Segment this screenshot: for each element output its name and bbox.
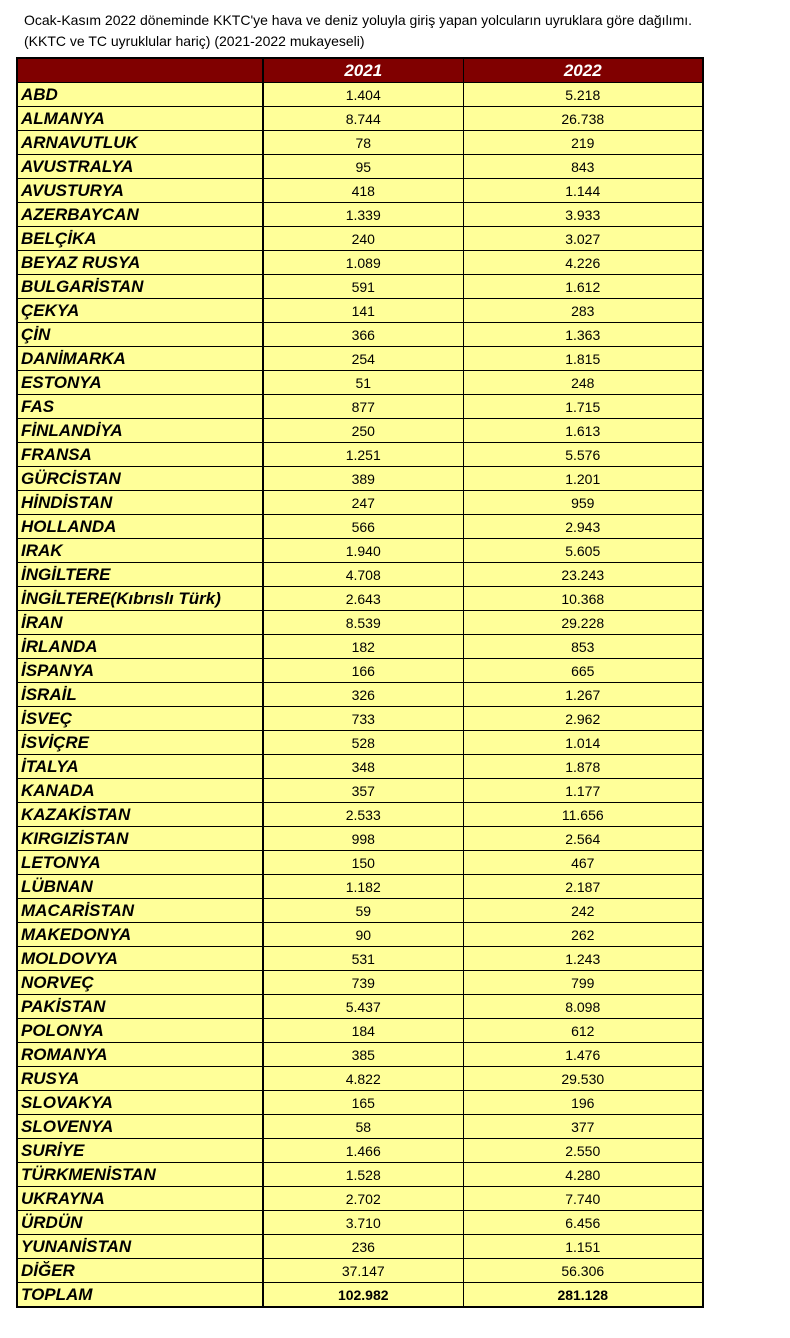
table-row <box>17 731 703 755</box>
value-2022-cell: 1.815 <box>463 347 703 371</box>
table-row <box>17 995 703 1019</box>
value-2022-cell: 853 <box>463 635 703 659</box>
country-cell: RUSYA <box>17 1067 263 1091</box>
table-row <box>17 827 703 851</box>
country-cell: HOLLANDA <box>17 515 263 539</box>
country-cell: HİNDİSTAN <box>17 491 263 515</box>
table-row <box>17 1091 703 1115</box>
value-2021-cell: 2.533 <box>263 803 463 827</box>
country-cell: KIRGIZİSTAN <box>17 827 263 851</box>
country-cell: İSVEÇ <box>17 707 263 731</box>
country-cell: LÜBNAN <box>17 875 263 899</box>
value-2021-cell: 102.982 <box>263 1283 463 1308</box>
value-2021-cell: 37.147 <box>263 1259 463 1283</box>
value-2021-cell: 236 <box>263 1235 463 1259</box>
table-row <box>17 635 703 659</box>
table-row <box>17 1187 703 1211</box>
country-cell: KANADA <box>17 779 263 803</box>
value-2022-cell: 6.456 <box>463 1211 703 1235</box>
value-2022-cell: 2.962 <box>463 707 703 731</box>
value-2022-cell: 467 <box>463 851 703 875</box>
value-2022-cell: 56.306 <box>463 1259 703 1283</box>
value-2022-cell: 2.943 <box>463 515 703 539</box>
value-2022-cell: 3.933 <box>463 203 703 227</box>
header-row <box>17 58 703 83</box>
value-2022-cell: 1.243 <box>463 947 703 971</box>
country-cell: MAKEDONYA <box>17 923 263 947</box>
value-2022-cell: 219 <box>463 131 703 155</box>
value-2021-cell: 385 <box>263 1043 463 1067</box>
value-2021-cell: 2.702 <box>263 1187 463 1211</box>
table-row <box>17 131 703 155</box>
value-2021-cell: 877 <box>263 395 463 419</box>
country-cell: YUNANİSTAN <box>17 1235 263 1259</box>
value-2022-cell: 612 <box>463 1019 703 1043</box>
country-cell: BEYAZ RUSYA <box>17 251 263 275</box>
country-cell: FİNLANDİYA <box>17 419 263 443</box>
value-2021-cell: 95 <box>263 155 463 179</box>
value-2022-cell: 1.715 <box>463 395 703 419</box>
value-2022-cell: 242 <box>463 899 703 923</box>
country-cell: İRLANDA <box>17 635 263 659</box>
table-row <box>17 371 703 395</box>
country-cell: DİĞER <box>17 1259 263 1283</box>
value-2021-cell: 998 <box>263 827 463 851</box>
value-2021-cell: 165 <box>263 1091 463 1115</box>
country-cell: GÜRCİSTAN <box>17 467 263 491</box>
table-row <box>17 203 703 227</box>
value-2022-cell: 1.476 <box>463 1043 703 1067</box>
value-2021-cell: 389 <box>263 467 463 491</box>
country-cell: SLOVENYA <box>17 1115 263 1139</box>
value-2022-cell: 1.612 <box>463 275 703 299</box>
table-row <box>17 491 703 515</box>
value-2021-cell: 366 <box>263 323 463 347</box>
country-cell: İTALYA <box>17 755 263 779</box>
table-row <box>17 875 703 899</box>
table-row <box>17 323 703 347</box>
table-row <box>17 803 703 827</box>
country-cell: ÇEKYA <box>17 299 263 323</box>
value-2022-cell: 5.576 <box>463 443 703 467</box>
header-cell-country <box>17 58 263 83</box>
title-line-2: (KKTC ve TC uyruklular hariç) (2021-2022 mukayeseli) <box>24 33 365 49</box>
table-row <box>17 1115 703 1139</box>
table-row <box>17 1259 703 1283</box>
table-row <box>17 83 703 107</box>
table-row <box>17 539 703 563</box>
table-row <box>17 515 703 539</box>
value-2022-cell: 26.738 <box>463 107 703 131</box>
value-2021-cell: 1.182 <box>263 875 463 899</box>
value-2021-cell: 5.437 <box>263 995 463 1019</box>
value-2021-cell: 59 <box>263 899 463 923</box>
title-line-1: Ocak-Kasım 2022 döneminde KKTC'ye hava ve deniz yoluyla giriş yapan yolcuların uyruklara göre dağılımı. <box>24 12 693 28</box>
value-2022-cell: 1.144 <box>463 179 703 203</box>
value-2021-cell: 78 <box>263 131 463 155</box>
country-cell: İSPANYA <box>17 659 263 683</box>
country-cell: TÜRKMENİSTAN <box>17 1163 263 1187</box>
value-2021-cell: 184 <box>263 1019 463 1043</box>
value-2021-cell: 90 <box>263 923 463 947</box>
value-2021-cell: 182 <box>263 635 463 659</box>
value-2021-cell: 1.528 <box>263 1163 463 1187</box>
value-2021-cell: 591 <box>263 275 463 299</box>
country-cell: NORVEÇ <box>17 971 263 995</box>
country-cell: IRAK <box>17 539 263 563</box>
country-cell: İRAN <box>17 611 263 635</box>
value-2022-cell: 2.550 <box>463 1139 703 1163</box>
value-2021-cell: 8.539 <box>263 611 463 635</box>
value-2021-cell: 566 <box>263 515 463 539</box>
country-cell: ALMANYA <box>17 107 263 131</box>
value-2022-cell: 3.027 <box>463 227 703 251</box>
value-2022-cell: 248 <box>463 371 703 395</box>
value-2021-cell: 141 <box>263 299 463 323</box>
value-2022-cell: 29.228 <box>463 611 703 635</box>
value-2021-cell: 51 <box>263 371 463 395</box>
table-row <box>17 707 703 731</box>
value-2022-cell: 5.218 <box>463 83 703 107</box>
value-2022-cell: 377 <box>463 1115 703 1139</box>
value-2022-cell: 1.363 <box>463 323 703 347</box>
value-2021-cell: 739 <box>263 971 463 995</box>
table-row <box>17 683 703 707</box>
country-cell: ROMANYA <box>17 1043 263 1067</box>
table-row <box>17 779 703 803</box>
value-2022-cell: 843 <box>463 155 703 179</box>
country-cell: FRANSA <box>17 443 263 467</box>
value-2021-cell: 3.710 <box>263 1211 463 1235</box>
value-2022-cell: 1.201 <box>463 467 703 491</box>
value-2022-cell: 8.098 <box>463 995 703 1019</box>
country-cell: İNGİLTERE(Kıbrıslı Türk) <box>17 587 263 611</box>
country-cell: İSVİÇRE <box>17 731 263 755</box>
value-2021-cell: 254 <box>263 347 463 371</box>
table-row <box>17 1163 703 1187</box>
table-row <box>17 1067 703 1091</box>
value-2021-cell: 247 <box>263 491 463 515</box>
country-cell: BELÇİKA <box>17 227 263 251</box>
table-row <box>17 155 703 179</box>
value-2021-cell: 528 <box>263 731 463 755</box>
table-row <box>17 1139 703 1163</box>
country-cell: SLOVAKYA <box>17 1091 263 1115</box>
header-cell-2022: 2022 <box>463 58 703 83</box>
value-2021-cell: 240 <box>263 227 463 251</box>
value-2022-cell: 665 <box>463 659 703 683</box>
value-2022-cell: 11.656 <box>463 803 703 827</box>
table-row <box>17 899 703 923</box>
value-2022-cell: 2.564 <box>463 827 703 851</box>
value-2022-cell: 262 <box>463 923 703 947</box>
table-row <box>17 1211 703 1235</box>
table-row <box>17 755 703 779</box>
value-2022-cell: 1.177 <box>463 779 703 803</box>
country-cell: DANİMARKA <box>17 347 263 371</box>
table-row <box>17 395 703 419</box>
country-cell: TOPLAM <box>17 1283 263 1308</box>
value-2021-cell: 250 <box>263 419 463 443</box>
country-cell: AVUSTRALYA <box>17 155 263 179</box>
table-row <box>17 347 703 371</box>
table-row <box>17 851 703 875</box>
value-2021-cell: 1.089 <box>263 251 463 275</box>
table-row <box>17 443 703 467</box>
table-row <box>17 1019 703 1043</box>
value-2021-cell: 150 <box>263 851 463 875</box>
value-2021-cell: 2.643 <box>263 587 463 611</box>
value-2022-cell: 2.187 <box>463 875 703 899</box>
country-cell: ÇİN <box>17 323 263 347</box>
country-cell: LETONYA <box>17 851 263 875</box>
value-2022-cell: 281.128 <box>463 1283 703 1308</box>
value-2022-cell: 1.267 <box>463 683 703 707</box>
total-row <box>17 1283 703 1308</box>
table-row <box>17 299 703 323</box>
country-cell: MACARİSTAN <box>17 899 263 923</box>
table-row <box>17 419 703 443</box>
value-2021-cell: 348 <box>263 755 463 779</box>
table-row <box>17 923 703 947</box>
country-cell: UKRAYNA <box>17 1187 263 1211</box>
value-2022-cell: 1.014 <box>463 731 703 755</box>
value-2022-cell: 5.605 <box>463 539 703 563</box>
table-row <box>17 227 703 251</box>
country-cell: İNGİLTERE <box>17 563 263 587</box>
table-row <box>17 563 703 587</box>
country-cell: ABD <box>17 83 263 107</box>
table-row <box>17 611 703 635</box>
table-row <box>17 659 703 683</box>
value-2021-cell: 733 <box>263 707 463 731</box>
country-cell: KAZAKİSTAN <box>17 803 263 827</box>
country-cell: MOLDOVYA <box>17 947 263 971</box>
value-2021-cell: 8.744 <box>263 107 463 131</box>
value-2022-cell: 23.243 <box>463 563 703 587</box>
table-row <box>17 467 703 491</box>
table-row <box>17 587 703 611</box>
table-row <box>17 971 703 995</box>
country-cell: AVUSTURYA <box>17 179 263 203</box>
value-2022-cell: 4.226 <box>463 251 703 275</box>
value-2022-cell: 10.368 <box>463 587 703 611</box>
value-2021-cell: 1.251 <box>263 443 463 467</box>
document-title <box>24 10 784 52</box>
value-2021-cell: 166 <box>263 659 463 683</box>
table-row <box>17 179 703 203</box>
country-cell: BULGARİSTAN <box>17 275 263 299</box>
country-cell: PAKİSTAN <box>17 995 263 1019</box>
value-2022-cell: 1.613 <box>463 419 703 443</box>
country-cell: İSRAİL <box>17 683 263 707</box>
table-row <box>17 107 703 131</box>
value-2022-cell: 196 <box>463 1091 703 1115</box>
country-cell: ESTONYA <box>17 371 263 395</box>
value-2022-cell: 1.878 <box>463 755 703 779</box>
table-row <box>17 947 703 971</box>
passenger-nationality-table <box>16 57 704 1308</box>
country-cell: AZERBAYCAN <box>17 203 263 227</box>
country-cell: POLONYA <box>17 1019 263 1043</box>
table-body <box>17 83 703 1308</box>
value-2021-cell: 1.940 <box>263 539 463 563</box>
value-2022-cell: 799 <box>463 971 703 995</box>
country-cell: FAS <box>17 395 263 419</box>
table-row <box>17 275 703 299</box>
value-2022-cell: 29.530 <box>463 1067 703 1091</box>
table-row <box>17 1235 703 1259</box>
header-cell-2021: 2021 <box>263 58 463 83</box>
value-2021-cell: 1.404 <box>263 83 463 107</box>
value-2021-cell: 1.466 <box>263 1139 463 1163</box>
value-2021-cell: 58 <box>263 1115 463 1139</box>
table-row <box>17 1043 703 1067</box>
value-2022-cell: 1.151 <box>463 1235 703 1259</box>
table-row <box>17 251 703 275</box>
value-2022-cell: 283 <box>463 299 703 323</box>
value-2022-cell: 959 <box>463 491 703 515</box>
value-2021-cell: 4.708 <box>263 563 463 587</box>
value-2021-cell: 357 <box>263 779 463 803</box>
value-2022-cell: 4.280 <box>463 1163 703 1187</box>
value-2021-cell: 4.822 <box>263 1067 463 1091</box>
value-2021-cell: 531 <box>263 947 463 971</box>
value-2021-cell: 326 <box>263 683 463 707</box>
country-cell: SURİYE <box>17 1139 263 1163</box>
value-2022-cell: 7.740 <box>463 1187 703 1211</box>
country-cell: ARNAVUTLUK <box>17 131 263 155</box>
country-cell: ÜRDÜN <box>17 1211 263 1235</box>
value-2021-cell: 418 <box>263 179 463 203</box>
value-2021-cell: 1.339 <box>263 203 463 227</box>
